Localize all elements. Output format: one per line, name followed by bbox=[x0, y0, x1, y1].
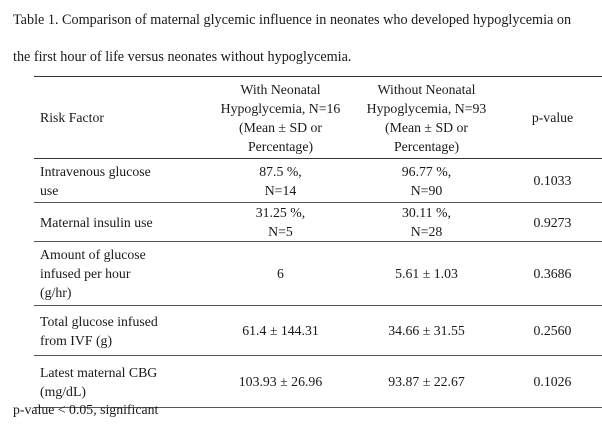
header-without-line: Percentage) bbox=[393, 138, 460, 154]
header-without-hypoglycemia bbox=[350, 77, 503, 159]
without-value-cell bbox=[350, 159, 503, 203]
without-value-cell bbox=[350, 356, 503, 408]
without-value-line: 30.11 %, bbox=[402, 205, 451, 220]
with-value-line: 61.4 ± 144.31 bbox=[242, 323, 319, 338]
risk-factor-line: from IVF (g) bbox=[40, 332, 113, 348]
header-with-line: (Mean ± SD or bbox=[238, 119, 323, 135]
header-without-line: (Mean ± SD or bbox=[384, 119, 469, 135]
risk-factor-line: (mg/dL) bbox=[40, 383, 86, 399]
table-row bbox=[34, 306, 602, 356]
without-value-line: 93.87 ± 22.67 bbox=[388, 374, 465, 389]
header-with-line: Percentage) bbox=[247, 138, 314, 154]
p-value-cell: 0.2560 bbox=[503, 306, 602, 356]
header-p-value: p-value bbox=[503, 77, 602, 159]
without-value-line: N=90 bbox=[410, 182, 443, 198]
p-value-cell: 0.1026 bbox=[503, 356, 602, 408]
with-value-line: 103.93 ± 26.96 bbox=[238, 374, 323, 389]
with-value-cell bbox=[211, 203, 350, 242]
risk-factor-cell bbox=[34, 242, 211, 306]
risk-factor-cell bbox=[34, 159, 211, 203]
table-caption bbox=[13, 2, 598, 76]
risk-factor-line: infused per hour bbox=[40, 266, 131, 281]
table-row bbox=[34, 242, 602, 306]
with-value-cell bbox=[211, 242, 350, 306]
caption-line-1: Table 1. Comparison of maternal glycemic influence in neonates who developed hypoglycemia on bbox=[13, 12, 572, 28]
caption-line-2: the first hour of life versus neonates without hypoglycemia. bbox=[13, 49, 352, 65]
with-value-cell bbox=[211, 306, 350, 356]
risk-factor-cell bbox=[34, 203, 211, 242]
p-value-cell: 0.1033 bbox=[503, 159, 602, 203]
table-header bbox=[34, 77, 602, 159]
with-value-cell bbox=[211, 356, 350, 408]
header-without-line: Without Neonatal bbox=[377, 81, 476, 97]
header-without-line: Hypoglycemia, N=93 bbox=[366, 100, 487, 116]
with-value-line: N=5 bbox=[268, 224, 293, 239]
with-value-cell bbox=[211, 159, 350, 203]
header-with-line: With Neonatal bbox=[240, 81, 321, 97]
risk-factor-line: (g/hr) bbox=[40, 285, 72, 300]
risk-factor-line: Total glucose infused bbox=[40, 313, 158, 329]
table-row bbox=[34, 159, 602, 203]
p-value-cell: 0.3686 bbox=[503, 242, 602, 306]
p-value-cell: 0.9273 bbox=[503, 203, 602, 242]
with-value-line: 87.5 %, bbox=[259, 163, 302, 179]
header-with-line: Hypoglycemia, N=16 bbox=[220, 100, 341, 116]
table-body bbox=[34, 159, 602, 408]
without-value-cell bbox=[350, 306, 503, 356]
with-value-line: 31.25 %, bbox=[255, 205, 306, 220]
with-value-line: N=14 bbox=[264, 182, 297, 198]
header-risk-factor: Risk Factor bbox=[34, 77, 211, 159]
without-value-line: 34.66 ± 31.55 bbox=[388, 323, 465, 338]
header-row bbox=[34, 77, 602, 159]
risk-factor-line: Maternal insulin use bbox=[40, 214, 153, 230]
risk-factor-line: Amount of glucose bbox=[40, 247, 146, 262]
header-with-hypoglycemia bbox=[211, 77, 350, 159]
footnote: p-value < 0.05, significant bbox=[13, 402, 159, 417]
without-value-line: N=28 bbox=[410, 224, 443, 239]
table-row bbox=[34, 203, 602, 242]
risk-factor-line: use bbox=[40, 182, 59, 198]
comparison-table bbox=[34, 76, 602, 408]
table-row bbox=[34, 356, 602, 408]
risk-factor-cell bbox=[34, 306, 211, 356]
risk-factor-cell bbox=[34, 356, 211, 408]
risk-factor-line: Intravenous glucose bbox=[40, 163, 151, 179]
risk-factor-line: Latest maternal CBG bbox=[40, 364, 158, 380]
without-value-line: 5.61 ± 1.03 bbox=[395, 266, 458, 281]
without-value-line: 96.77 %, bbox=[401, 163, 452, 179]
without-value-cell bbox=[350, 203, 503, 242]
without-value-cell bbox=[350, 242, 503, 306]
with-value-line: 6 bbox=[277, 266, 284, 281]
